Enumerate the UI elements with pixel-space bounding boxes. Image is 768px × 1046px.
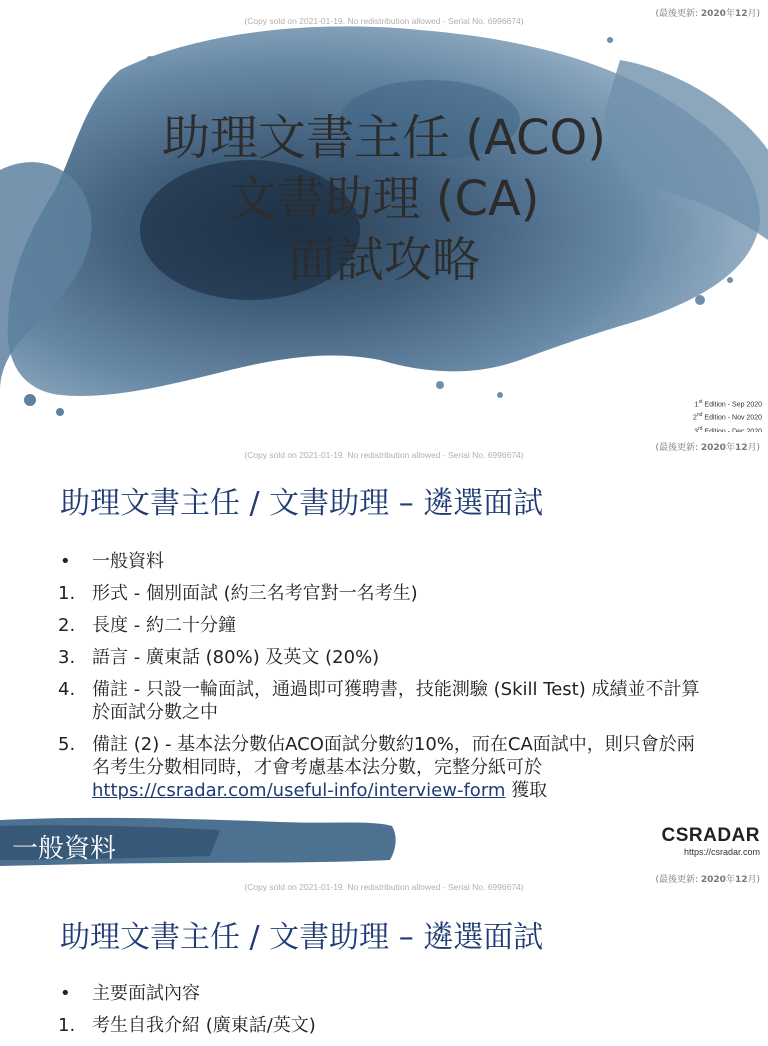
list-item: • 一般資料 bbox=[60, 551, 164, 572]
update-label: (最後更新: 2020年12月) bbox=[655, 9, 760, 19]
list-item: 5. 備註 (2) - 基本法分數佔ACO面試分數約10%，而在CA面試中，則只會於兩名考生分數相同時，才會考慮基本法分數，完整分紙可於 https://csradar.com/useful-info/interview-form 獲取 bbox=[58, 734, 695, 801]
edition-3: rd bbox=[698, 425, 703, 432]
update-label: (最後更新: 2020年12月) bbox=[655, 875, 760, 885]
list-item: 1. 形式 - 個別面試 (約三名考官對一名考生) bbox=[58, 583, 418, 604]
edition-list bbox=[693, 397, 762, 437]
edition-2: 2nd Edition - Nov 2020 bbox=[692, 412, 762, 422]
copy-notice: (Copy sold on 2021-01-19. No redistribution allowed - Serial No. 6996674) bbox=[244, 450, 524, 460]
edition-1: 1st Edition - Sep 2020 bbox=[694, 399, 762, 409]
list-item: 1. 考生自我介紹 (廣東話/英文) bbox=[58, 1015, 316, 1036]
content-list bbox=[58, 982, 708, 1046]
list-item: • 主要面試內容 bbox=[60, 983, 200, 1004]
section-label: 一般資料 bbox=[12, 834, 117, 864]
cover-title bbox=[0, 108, 768, 291]
cover-title-line1: 助理文書主任 (ACO) bbox=[161, 110, 606, 166]
general-info-slide bbox=[0, 432, 768, 868]
brand-block bbox=[662, 825, 761, 857]
copy-notice: (Copy sold on 2021-01-19. No redistribution allowed - Serial No. 6996674) bbox=[244, 882, 524, 892]
brand-name: CSRADAR bbox=[661, 825, 760, 846]
interview-form-link[interactable]: https://csradar.com/useful-info/interview-form bbox=[92, 780, 506, 801]
slide-heading: 助理文書主任 / 文書助理 – 遴選面試 bbox=[60, 486, 544, 521]
list-item: 2. 長度 - 約二十分鐘 bbox=[58, 615, 236, 636]
cover-title-line2: 文書助理 (CA) bbox=[228, 171, 540, 227]
slide-heading: 助理文書主任 / 文書助理 – 遴選面試 bbox=[60, 920, 544, 955]
brand-url: https://csradar.com bbox=[683, 847, 760, 857]
update-label: (最後更新: 2020年12月) bbox=[655, 443, 760, 453]
cover-title-line3: 面試攻略 bbox=[287, 232, 480, 288]
main-content-slide bbox=[0, 870, 768, 1036]
info-list bbox=[58, 550, 708, 811]
copy-notice: (Copy sold on 2021-01-19. No redistribution allowed - Serial No. 6996674) bbox=[244, 16, 524, 26]
cover-slide bbox=[0, 0, 768, 432]
list-item: 3. 語言 - 廣東話 (80%) 及英文 (20%) bbox=[58, 647, 380, 668]
list-item: 4. 備註 - 只設一輪面試，通過即可獲聘書，技能測驗 (Skill Test) 成績並不計算於面試分數之中 bbox=[58, 679, 700, 723]
